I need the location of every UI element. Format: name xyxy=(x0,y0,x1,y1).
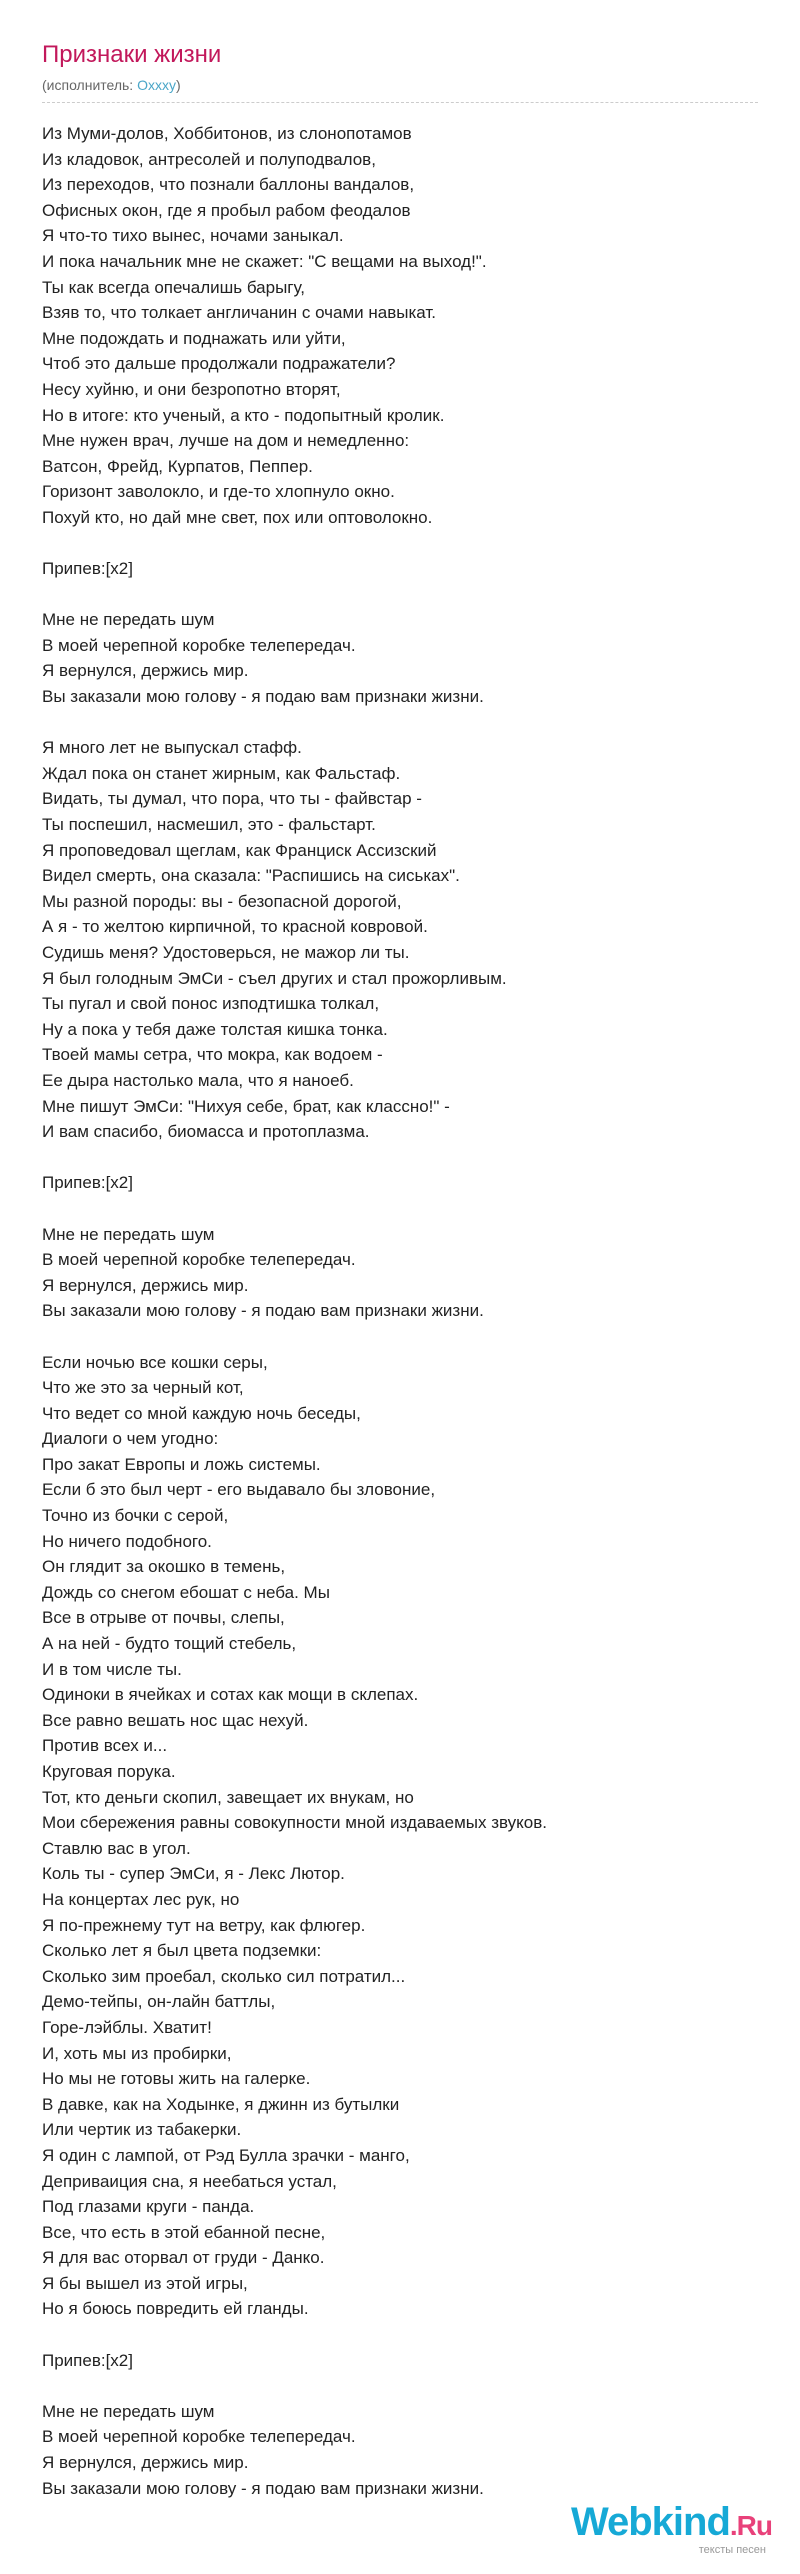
lyrics-line: Видел смерть, она сказала: "Распишись на сиськах". xyxy=(42,866,460,886)
lyrics-line: А я - то желтою кирпичной, то красной ковровой. xyxy=(42,917,428,937)
lyrics-line: Ватсон, Фрейд, Курпатов, Пеппер. xyxy=(42,456,313,476)
lyrics-line: Все равно вешать нос щас нехуй. xyxy=(42,1710,309,1730)
lyrics-line: Ждал пока он станет жирным, как Фальстаф. xyxy=(42,763,401,783)
lyrics-line: Мы разной породы: вы - безопасной дорогой, xyxy=(42,891,402,911)
lyrics-line: Горизонт заволокло, и где-то хлопнуло окно. xyxy=(42,482,395,502)
divider xyxy=(42,102,758,103)
lyrics-line: Похуй кто, но дай мне свет, пох или оптоволокно. xyxy=(42,507,433,527)
lyrics-line: Ты пугал и свой понос изподтишка толкал, xyxy=(42,994,380,1014)
lyrics-line: Но мы не готовы жить на галерке. xyxy=(42,2069,311,2089)
lyrics-line: В моей черепной коробке телепередач. xyxy=(42,2427,356,2447)
lyrics-line: А на ней - будто тощий стебель, xyxy=(42,1634,297,1654)
lyrics-line: Я вернулся, держись мир. xyxy=(42,1275,249,1295)
lyrics-line: Все в отрыве от почвы, слепы, xyxy=(42,1608,285,1628)
artist-line xyxy=(42,76,758,94)
lyrics-line: И в том числе ты. xyxy=(42,1659,182,1679)
lyrics-line: Я был голодным ЭмСи - съел других и стал прожорливым. xyxy=(42,968,507,988)
lyrics-text xyxy=(42,121,758,2501)
lyrics-line: Ты как всегда опечалишь барыгу, xyxy=(42,277,306,297)
lyrics-line: Демо-тейпы, он-лайн баттлы, xyxy=(42,1992,276,2012)
lyrics-line: Под глазами круги - панда. xyxy=(42,2197,255,2217)
lyrics-line: Диалоги о чем угодно: xyxy=(42,1429,219,1449)
logo-domain-text: .Ru xyxy=(729,2510,772,2541)
lyrics-line: Вы заказали мою голову - я подаю вам признаки жизни. xyxy=(42,687,484,707)
logo-tagline: тексты песен xyxy=(698,2544,766,2556)
logo-main-text: Webkind xyxy=(570,2500,730,2544)
lyrics-line: Если ночью все кошки серы, xyxy=(42,1352,268,1372)
lyrics-line: Что же это за черный кот, xyxy=(42,1378,244,1398)
lyrics-line: Я проповедовал щеглам, как Франциск Ассизский xyxy=(42,840,437,860)
lyrics-line: Одиноки в ячейках и сотах как мощи в склепах. xyxy=(42,1685,419,1705)
lyrics-line: На концертах лес рук, но xyxy=(42,1889,240,1909)
lyrics-blank-line xyxy=(42,2373,758,2399)
lyrics-line: Сколько лет я был цвета подземки: xyxy=(42,1941,322,1961)
lyrics-blank-line xyxy=(42,2322,758,2348)
lyrics-line: Коль ты - супер ЭмСи, я - Лекс Лютор. xyxy=(42,1864,345,1884)
lyrics-line: Офисных окон, где я пробыл рабом феодалов xyxy=(42,200,411,220)
lyrics-line: Видать, ты думал, что пора, что ты - файвстар - xyxy=(42,789,422,809)
lyrics-line: Из переходов, что познали баллоны вандалов, xyxy=(42,175,415,195)
lyrics-line: Припев:[x2] xyxy=(42,2350,133,2370)
lyrics-line: Вы заказали мою голову - я подаю вам признаки жизни. xyxy=(42,1301,484,1321)
lyrics-line: Из Муми-долов, Хоббитонов, из слонопотамов xyxy=(42,124,412,143)
lyrics-line: И пока начальник мне не скажет: "С вещами на выход!". xyxy=(42,251,487,271)
lyrics-line: В моей черепной коробке телепередач. xyxy=(42,635,356,655)
lyrics-line: Что ведет со мной каждую ночь беседы, xyxy=(42,1403,361,1423)
lyrics-line: Чтоб это дальше продолжали подражатели? xyxy=(42,354,396,374)
lyrics-line: Точно из бочки с серой, xyxy=(42,1506,229,1526)
lyrics-line: Если б это был черт - его выдавало бы зловоние, xyxy=(42,1480,436,1500)
artist-link[interactable]: Oxxxy xyxy=(137,77,176,93)
artist-suffix: ) xyxy=(175,77,181,93)
lyrics-line: Судишь меня? Удостоверься, не мажор ли ты. xyxy=(42,943,410,962)
lyrics-line: И, хоть мы из пробирки, xyxy=(42,2043,232,2063)
lyrics-line: Деприваиция сна, я неебаться устал, xyxy=(42,2171,337,2191)
lyrics-line: Все, что есть в этой ебанной песне, xyxy=(42,2222,326,2242)
lyrics-line: Ну а пока у тебя даже толстая кишка тонка. xyxy=(42,1019,388,1039)
lyrics-line: Мне пишут ЭмСи: "Нихуя себе, брат, как классно!" - xyxy=(42,1096,450,1116)
lyrics-line: Я для вас оторвал от груди - Данко. xyxy=(42,2248,325,2268)
lyrics-line: Я по-прежнему тут на ветру, как флюгер. xyxy=(42,1915,366,1935)
lyrics-line: В моей черепной коробке телепередач. xyxy=(42,1250,356,1270)
lyrics-line: Из кладовок, антресолей и полуподвалов, xyxy=(42,149,376,169)
lyrics-line: Несу хуйню, и они безропотно вторят, xyxy=(42,379,341,399)
site-logo[interactable] xyxy=(571,2500,772,2556)
lyrics-line: Но ничего подобного. xyxy=(42,1531,212,1551)
lyrics-line: Мне не передать шум xyxy=(42,610,215,630)
song-title: Признаки жизни xyxy=(42,41,222,68)
lyrics-blank-line xyxy=(42,1145,758,1171)
lyrics-line: Я много лет не выпускал стафф. xyxy=(42,738,302,758)
lyrics-line: Твоей мамы сетра, что мокра, как водоем - xyxy=(42,1045,383,1065)
lyrics-line: Он глядит за окошко в темень, xyxy=(42,1557,286,1577)
lyrics-line: Припев:[x2] xyxy=(42,559,133,579)
lyrics-line: Мне подождать и поднажать или уйти, xyxy=(42,328,346,348)
lyrics-line: Но я боюсь повредить ей гланды. xyxy=(42,2299,309,2319)
lyrics-line: Мне не передать шум xyxy=(42,1224,215,1244)
lyrics-line: Мне не передать шум xyxy=(42,2401,215,2421)
lyrics-line: Но в итоге: кто ученый, а кто - подопытный кролик. xyxy=(42,405,445,425)
lyrics-line: Дождь со снегом ебошат с неба. Мы xyxy=(42,1582,330,1602)
lyrics-line: Я вернулся, держись мир. xyxy=(42,661,249,681)
lyrics-line: Вы заказали мою голову - я подаю вам признаки жизни. xyxy=(42,2478,484,2498)
lyrics-line: Против всех и... xyxy=(42,1736,168,1756)
lyrics-line: Я бы вышел из этой игры, xyxy=(42,2273,248,2293)
lyrics-line: Сколько зим проебал, сколько сил потратил... xyxy=(42,1966,406,1986)
lyrics-line: Припев:[x2] xyxy=(42,1173,133,1193)
lyrics-line: Тот, кто деньги скопил, завещает их внукам, но xyxy=(42,1787,414,1807)
artist-prefix: (исполнитель: xyxy=(42,77,138,93)
lyrics-line: Я что-то тихо вынес, ночами заныкал. xyxy=(42,226,344,246)
lyrics-line: Про закат Европы и ложь системы. xyxy=(42,1454,321,1474)
lyrics-blank-line xyxy=(42,531,758,557)
logo-wordmark xyxy=(571,2500,772,2548)
lyrics-blank-line xyxy=(42,1324,758,1350)
lyrics-line: Ты поспешил, насмешил, это - фальстарт. xyxy=(42,815,376,835)
lyrics-line: Взяв то, что толкает англичанин с очами навыкат. xyxy=(42,303,437,323)
lyrics-line: Мои сбережения равны совокупности мной издаваемых звуков. xyxy=(42,1813,547,1833)
lyrics-line: Ее дыра настолько мала, что я наноеб. xyxy=(42,1070,354,1090)
lyrics-line: Я вернулся, держись мир. xyxy=(42,2453,249,2473)
lyrics-blank-line xyxy=(42,582,758,608)
lyrics-blank-line xyxy=(42,1196,758,1222)
lyrics-blank-line xyxy=(42,710,758,736)
lyrics-line: И вам спасибо, биомасса и протоплазма. xyxy=(42,1122,370,1142)
lyrics-line: Горе-лэйблы. Хватит! xyxy=(42,2017,212,2037)
lyrics-line: Я один с лампой, от Рэд Булла зрачки - манго, xyxy=(42,2145,410,2165)
lyrics-line: Круговая порука. xyxy=(42,1762,176,1781)
lyrics-line: Ставлю вас в угол. xyxy=(42,1838,191,1858)
page-content xyxy=(42,40,758,2501)
lyrics-line: В давке, как на Ходынке, я джинн из бутылки xyxy=(42,2094,400,2114)
lyrics-line: Или чертик из табакерки. xyxy=(42,2120,242,2140)
lyrics-line: Мне нужен врач, лучше на дом и немедленно: xyxy=(42,431,410,451)
